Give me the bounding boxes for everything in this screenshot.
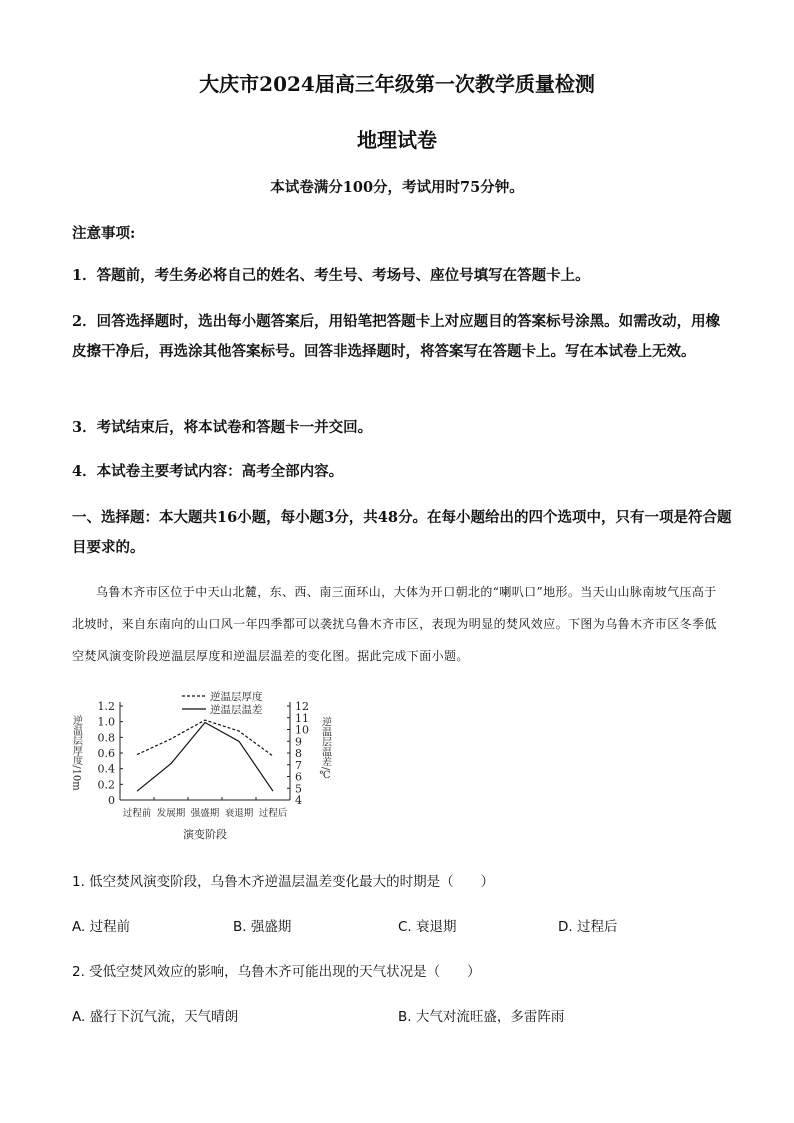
x-axis-label: 演变阶段 bbox=[183, 828, 227, 841]
question-1-stem: 1. 低空焚风演变阶段，乌鲁木齐逆温层温差变化最大的时期是（ ） bbox=[72, 874, 495, 890]
series-line-thickness bbox=[137, 720, 273, 756]
left-tick-label: 0.2 bbox=[97, 778, 115, 792]
exam-title: 大庆市2024届高三年级第一次教学质量检测 bbox=[199, 72, 595, 96]
right-tick-label: 12 bbox=[295, 700, 309, 713]
legend-label: 逆温层厚度 bbox=[210, 691, 263, 703]
right-tick-label: 5 bbox=[295, 782, 302, 796]
left-tick-label: 0 bbox=[108, 794, 115, 807]
y-axis-left-label: 逆温层厚度/10m bbox=[70, 715, 82, 791]
x-tick-label: 过程前 bbox=[122, 808, 152, 819]
legend-label: 逆温层温差 bbox=[210, 704, 263, 716]
subject-title: 地理试卷 bbox=[357, 128, 437, 152]
exam-info: 本试卷满分100分，考试用时75分钟。 bbox=[270, 179, 524, 196]
q1-option-c[interactable]: C. 衰退期 bbox=[398, 919, 457, 935]
inversion-chart bbox=[60, 690, 360, 845]
left-tick-label: 0.4 bbox=[97, 762, 115, 776]
right-tick-label: 4 bbox=[295, 794, 302, 807]
x-tick-label: 发展期 bbox=[156, 808, 186, 819]
notice-item-2: 2．回答选择题时，选出每小题答案后，用铅笔把答题卡上对应题目的答案标号涂黑。如需改动，用橡皮擦干净后，再选涂其他答案标号。回答非选择题时，将答案写在答题卡上。写在本试卷上无效。 bbox=[72, 313, 721, 360]
q1-option-a[interactable]: A. 过程前 bbox=[72, 919, 131, 935]
question-2-stem: 2. 受低空焚风效应的影响，乌鲁木齐可能出现的天气状况是（ ） bbox=[72, 964, 481, 980]
x-tick-label: 强盛期 bbox=[190, 808, 220, 819]
q2-option-b[interactable]: B. 大气对流旺盛，多雷阵雨 bbox=[398, 1009, 565, 1025]
right-tick-label: 10 bbox=[295, 723, 309, 737]
q1-option-b[interactable]: B. 强盛期 bbox=[233, 919, 292, 935]
notice-item-4: 4．本试卷主要考试内容：高考全部内容。 bbox=[72, 463, 344, 480]
right-tick-label: 6 bbox=[295, 770, 302, 784]
notice-item-1: 1．答题前，考生务必将自己的姓名、考生号、考场号、座位号填写在答题卡上。 bbox=[72, 267, 590, 284]
left-tick-label: 1.0 bbox=[97, 715, 115, 729]
q1-option-d[interactable]: D. 过程后 bbox=[558, 919, 618, 935]
left-tick-label: 0.6 bbox=[97, 747, 115, 760]
y-axis-right-label: 逆温层温差/℃ bbox=[319, 716, 331, 782]
right-tick-label: 9 bbox=[295, 735, 302, 749]
series-line-temp-diff bbox=[137, 723, 273, 792]
left-tick-label: 0.8 bbox=[97, 731, 115, 745]
section-heading: 一、选择题：本大题共16小题，每小题3分，共48分。在每小题给出的四个选项中，只有一项是符合题目要求的。 bbox=[72, 509, 732, 556]
right-tick-label: 7 bbox=[295, 758, 302, 772]
right-tick-label: 8 bbox=[295, 747, 302, 760]
right-tick-label: 11 bbox=[295, 711, 309, 725]
notice-item-3: 3．考试结束后，将本试卷和答题卡一并交回。 bbox=[72, 419, 373, 436]
left-tick-label: 1.2 bbox=[97, 700, 115, 713]
x-tick-label: 衰退期 bbox=[224, 808, 254, 819]
q2-option-a[interactable]: A. 盛行下沉气流，天气晴朗 bbox=[72, 1009, 239, 1025]
notice-heading: 注意事项: bbox=[72, 225, 136, 242]
passage-text: 乌鲁木齐市区位于中天山北麓，东、西、南三面环山，大体为开口朝北的“喇叭口”地形。当天山山脉南坡气压高于北坡时，来自东南向的山口风一年四季都可以袭扰乌鲁木齐市区，表现为明显的焚风效应。下图为乌鲁木齐市区冬季低空焚风演变阶段逆温层厚度和逆温层温差的变化图。据此完成下面小题。 bbox=[72, 585, 717, 663]
x-tick-label: 过程后 bbox=[258, 808, 288, 819]
